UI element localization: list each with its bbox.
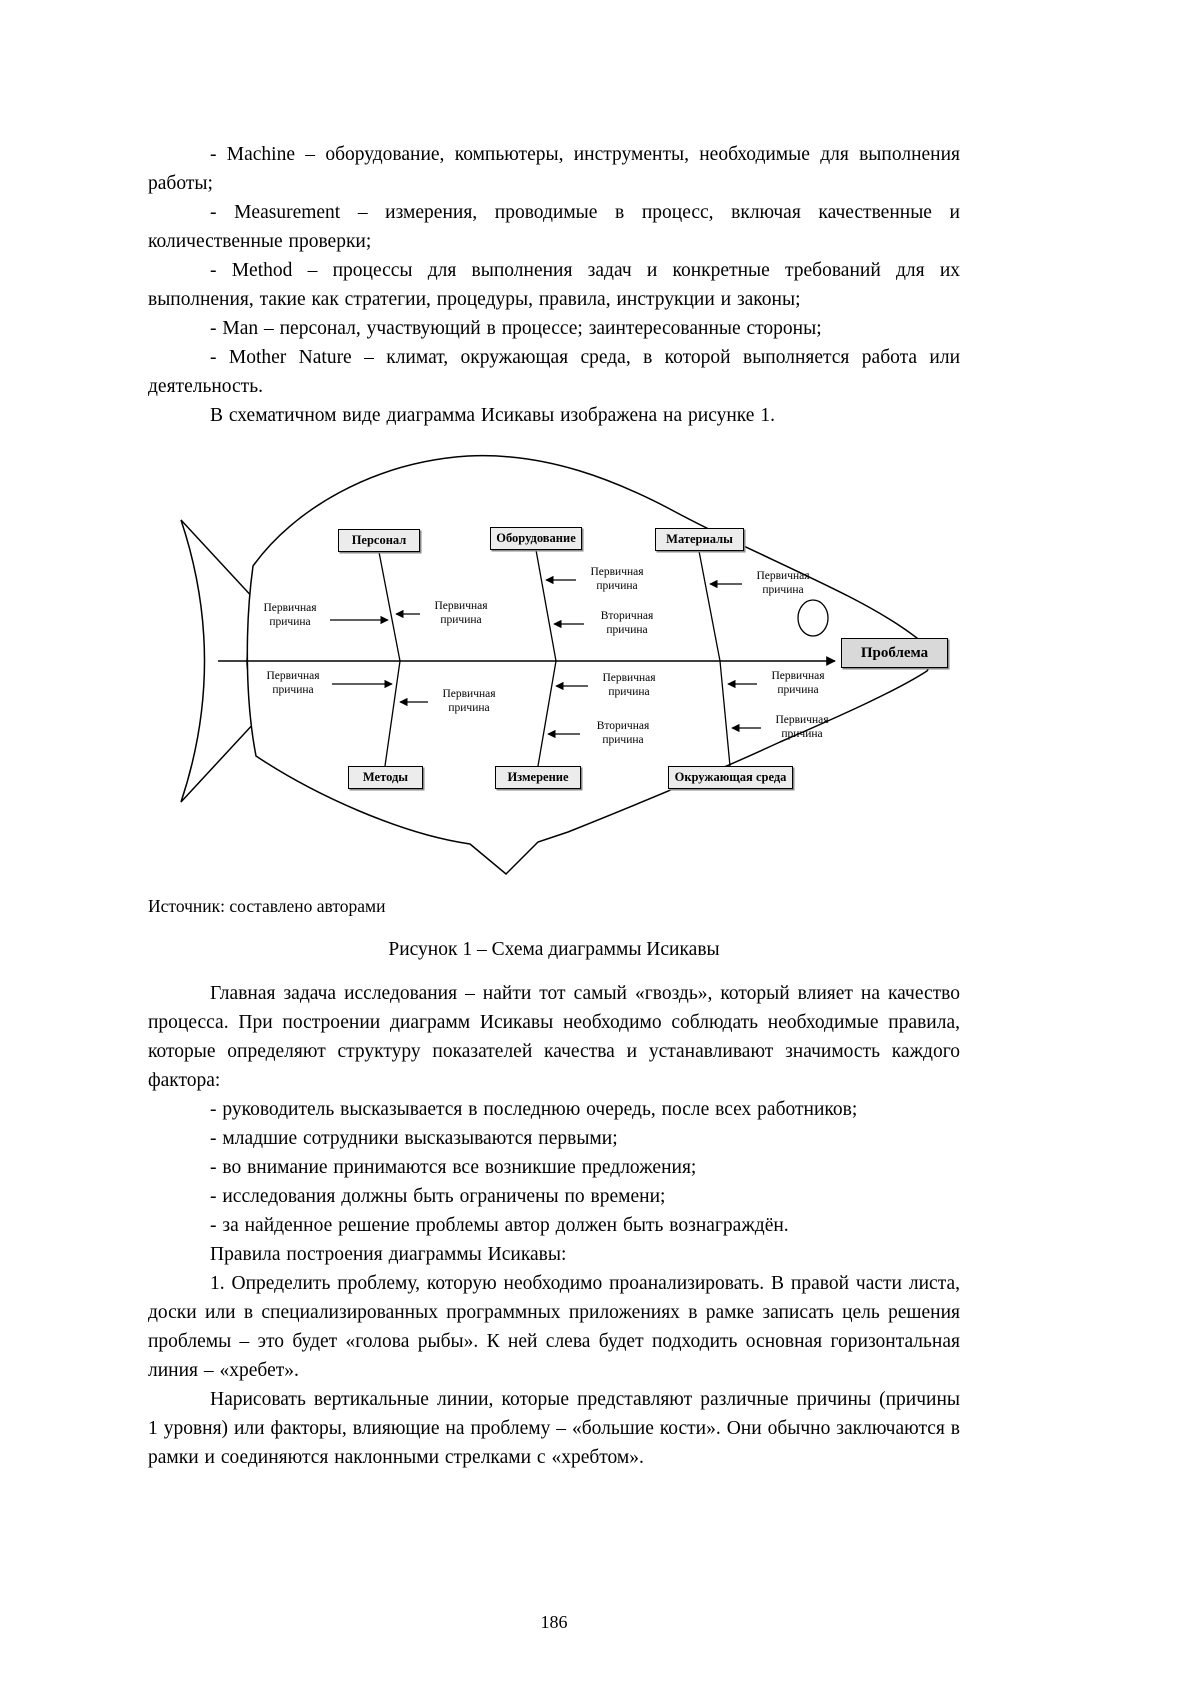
- figure-caption: Рисунок 1 – Схема диаграммы Исикавы: [388, 939, 720, 960]
- category-box-environment: Окружающая среда: [668, 766, 793, 789]
- category-box-methods: Методы: [348, 766, 423, 789]
- list-item: - исследования должны быть ограничены по времени;: [210, 1186, 666, 1207]
- ishikawa-figure: [148, 444, 960, 884]
- figure-source-note: Источник: составлено авторами: [148, 896, 386, 916]
- paragraph: - Man – персонал, участвующий в процессе; заинтересованные стороны;: [210, 318, 822, 339]
- cause-label-primary: Первичная причина: [756, 570, 810, 596]
- paragraph: - Measurement – измерения, проводимые в процесс, включая качественные и количественные проверки;: [148, 202, 960, 252]
- cause-label-secondary: Вторичная причина: [600, 610, 654, 636]
- cause-label-primary: Первичная причина: [263, 602, 317, 628]
- category-box-measurement: Измерение: [495, 766, 581, 789]
- fish-body: [247, 456, 936, 874]
- cause-label-primary: Первичная причина: [266, 670, 320, 696]
- cause-label-primary: Первичная причина: [602, 672, 656, 698]
- category-box-materials: Материалы: [655, 528, 744, 551]
- cause-label-primary: Первичная причина: [590, 566, 644, 592]
- paragraph: Правила построения диаграммы Исикавы:: [210, 1244, 567, 1265]
- paragraph: Главная задача исследования – найти тот самый «гвоздь», который влияет на качество процесса. При построении диаграмм Исикавы необходимо соблюдать необходимые правила, которые определяют структуру показателей качества и устанавливают значимость каждого фактора:: [148, 983, 960, 1091]
- fishbone-diagram: [148, 444, 960, 884]
- paragraph: - Method – процессы для выполнения задач и конкретные требований для их выполнения, такие как стратегии, процедуры, правила, инструкции и законы;: [148, 260, 960, 310]
- list-item: - руководитель высказывается в последнюю очередь, после всех работников;: [210, 1099, 858, 1120]
- cause-label-secondary: Вторичная причина: [596, 720, 650, 746]
- paragraph: В схематичном виде диаграмма Исикавы изображена на рисунке 1.: [210, 405, 775, 426]
- cause-label-primary: Первичная причина: [775, 714, 829, 740]
- paragraph: - Mother Nature – климат, окружающая среда, в которой выполняется работа или деятельность.: [148, 347, 960, 397]
- list-item: - за найденное решение проблемы автор должен быть вознаграждён.: [210, 1215, 789, 1236]
- cause-label-primary: Первичная причина: [771, 670, 825, 696]
- list-item: - во внимание принимаются все возникшие предложения;: [210, 1157, 697, 1178]
- paragraph: - Machine – оборудование, компьютеры, инструменты, необходимые для выполнения работы;: [148, 144, 960, 194]
- cause-label-primary: Первичная причина: [434, 600, 488, 626]
- fish-eye-icon: [798, 600, 828, 636]
- category-box-personnel: Персонал: [338, 529, 420, 552]
- paragraph: Нарисовать вертикальные линии, которые представляют различные причины (причины 1 уровня) или факторы, влияющие на проблему – «большие кости». Они обычно заключаются в рамки и соединяются наклонными стрелками с «хребтом».: [148, 1389, 960, 1468]
- cause-label-primary: Первичная причина: [442, 688, 496, 714]
- text-column: [148, 140, 960, 1472]
- paragraph: 1. Определить проблему, которую необходимо проанализировать. В правой части листа, доски или в специализированных программных приложениях в рамке записать цель решения проблемы – это будет «голова рыбы». К ней слева будет подходить основная горизонтальная линия – «хребет».: [148, 1273, 960, 1381]
- list-item: - младшие сотрудники высказываются первыми;: [210, 1128, 618, 1149]
- problem-box: Проблема: [841, 638, 948, 668]
- category-box-equipment: Оборудование: [490, 527, 582, 550]
- page-number: 186: [540, 1612, 568, 1632]
